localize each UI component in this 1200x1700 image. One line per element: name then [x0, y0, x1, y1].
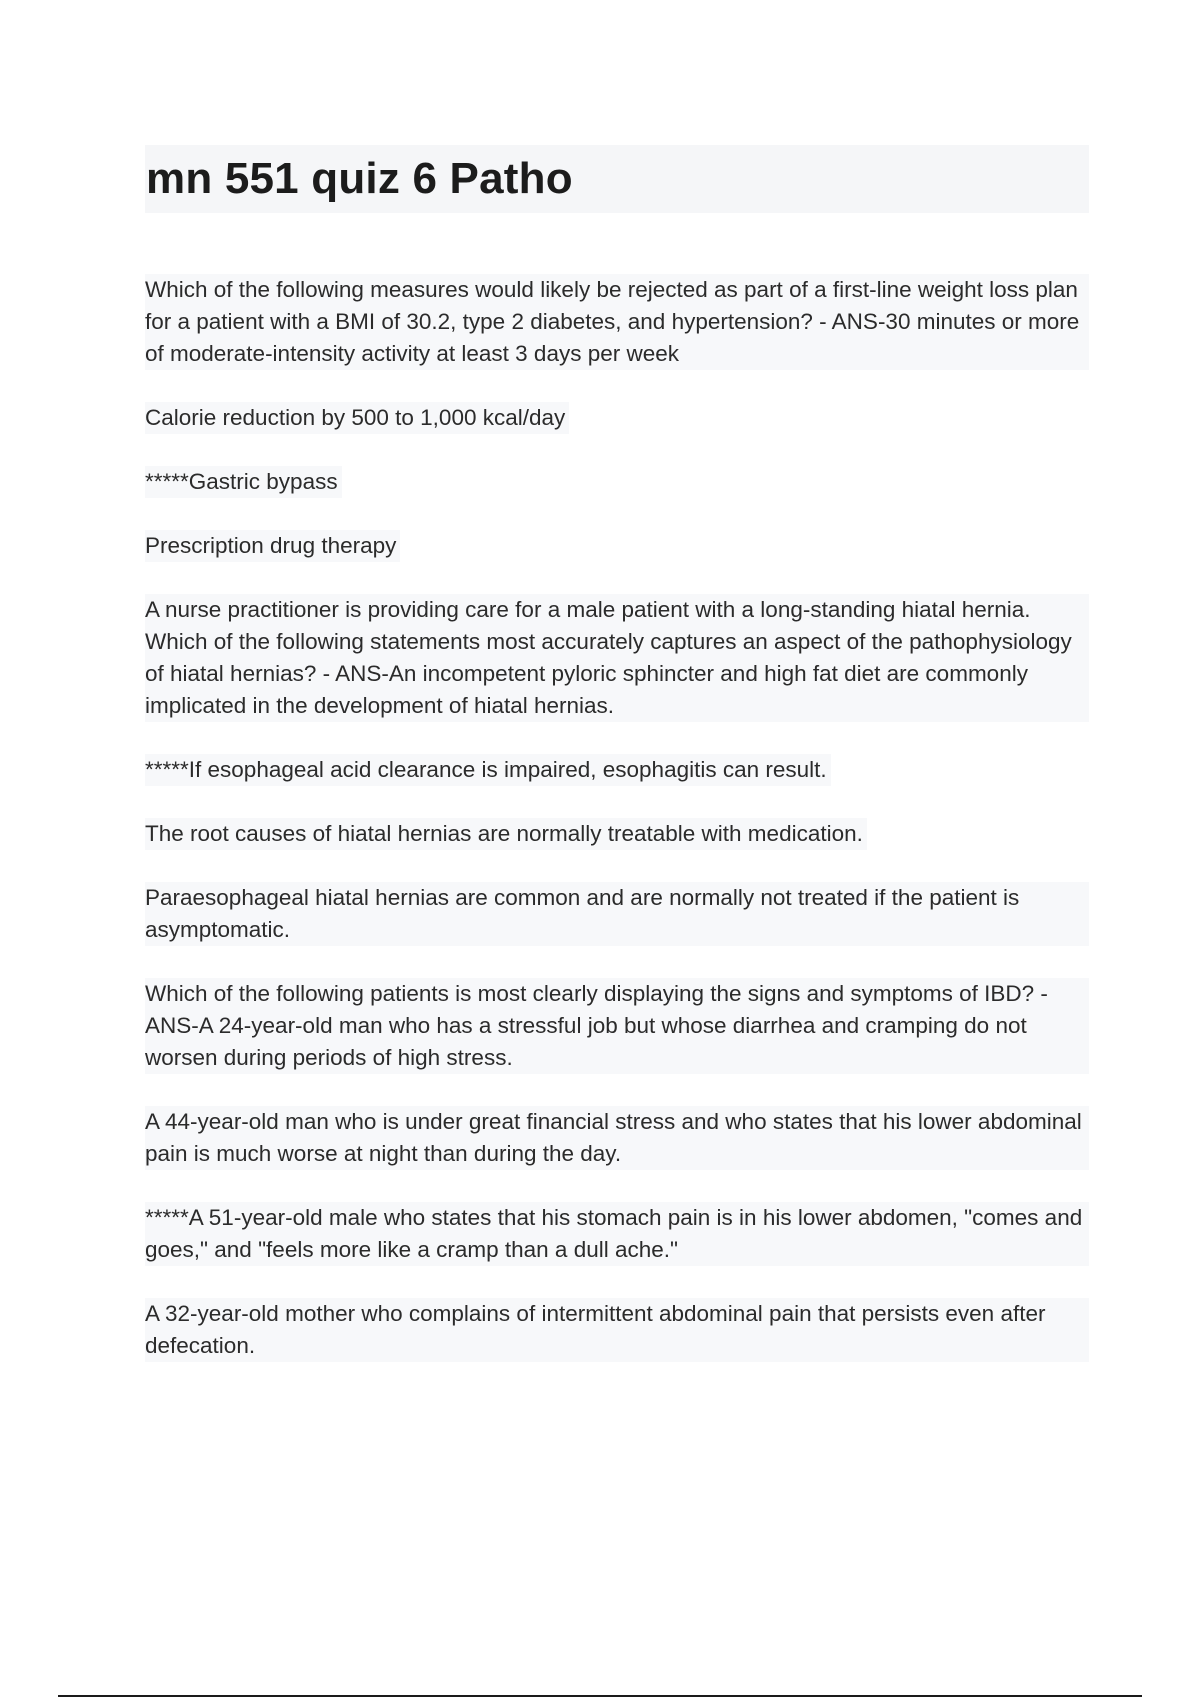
option-3-4: A 32-year-old mother who complains of intermittent abdominal pain that persists even after defecation.: [145, 1298, 1089, 1362]
option-3-2: A 44-year-old man who is under great financial stress and who states that his lower abdominal pain is much worse at night than during the day.: [145, 1106, 1089, 1170]
option-1-2: Calorie reduction by 500 to 1,000 kcal/day: [145, 402, 569, 434]
page-title: mn 551 quiz 6 Patho: [146, 154, 573, 203]
question-3: Which of the following patients is most clearly displaying the signs and symptoms of IBD? - ANS-A 24-year-old man who has a stressful job but whose diarrhea and cramping do not worsen during periods of high stress.: [145, 978, 1089, 1074]
footer-divider: [58, 1695, 1142, 1697]
option-2-4: Paraesophageal hiatal hernias are common and are normally not treated if the patient is asymptomatic.: [145, 882, 1089, 946]
option-2-3: The root causes of hiatal hernias are normally treatable with medication.: [145, 818, 867, 850]
document-body: [145, 274, 1089, 1394]
option-1-4: Prescription drug therapy: [145, 530, 400, 562]
option-3-3: *****A 51-year-old male who states that his stomach pain is in his lower abdomen, "comes and goes," and "feels more like a cramp than a dull ache.": [145, 1202, 1089, 1266]
option-2-2: *****If esophageal acid clearance is impaired, esophagitis can result.: [145, 754, 831, 786]
question-2: A nurse practitioner is providing care for a male patient with a long-standing hiatal hernia. Which of the following statements most accurately captures an aspect of the pathophysiology of hiatal hernias? - ANS-An incompetent pyloric sphincter and high fat diet are commonly implicated in the development of hiatal hernias.: [145, 594, 1089, 722]
option-1-3: *****Gastric bypass: [145, 466, 342, 498]
question-1: Which of the following measures would likely be rejected as part of a first-line weight loss plan for a patient with a BMI of 30.2, type 2 diabetes, and hypertension? - ANS-30 minutes or more of moderate-intensity activity at least 3 days per week: [145, 274, 1089, 370]
title-bar: [145, 145, 1089, 213]
